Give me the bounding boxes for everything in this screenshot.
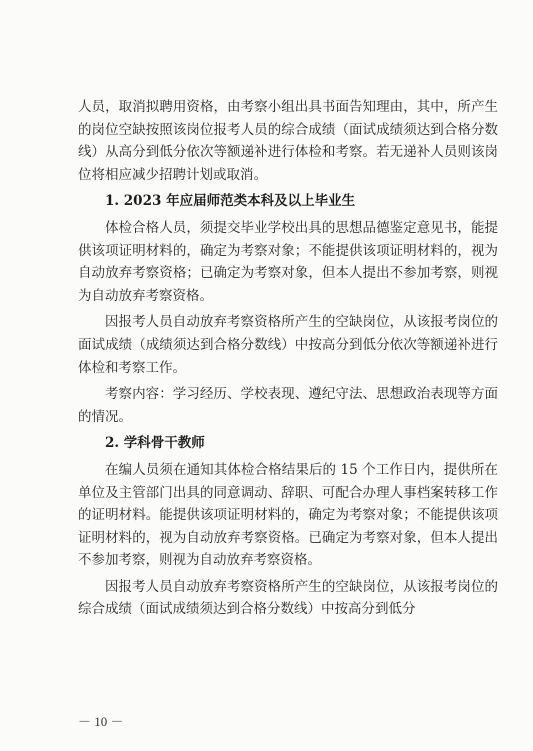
paragraph-inspection-content: 考察内容：学习经历、学校表现、遵纪守法、思想政治表现等方面的情况。 — [78, 386, 498, 425]
section-heading-1: 1. 2023 年应届师范类本科及以上毕业生 — [105, 193, 356, 210]
page-number: － 10 － — [78, 714, 124, 729]
paragraph-staff-requirement: 在编人员须在通知其体检合格结果后的 15 个工作日内，提供所在单位及主管部门出具的同意调动、辞职、可配合办理人事档案转移工作的证明材料。能提供该项证明材料的，确定为考察对象；不能提供该项证明材料的，视为自动放弃考察资格。已确定为考察对象，但本人提出不参加考察，则视为自动放弃考察资格。 — [78, 461, 498, 569]
paragraph-vacancy-replacement: 因报考人员自动放弃考察资格所产生的空缺岗位，从该报考岗位的面试成绩（成绩须达到合格分数线）中按高分到低分依次等额递补进行体检和考察工作。 — [78, 314, 498, 376]
paragraph-continuation: 人员，取消拟聘用资格，由考察小组出具书面告知理由，其中，所产生的岗位空缺按照该岗位报考人员的综合成绩（面试成绩须达到合格分数线）从高分到低分依次等额递补进行体检和考察。若无递补人员则该岗位将相应减少招聘计划或取消。 — [78, 99, 498, 183]
paragraph-exam-requirement: 体检合格人员，须提交毕业学校出具的思想品德鉴定意见书，能提供该项证明材料的，确定为考察对象；不能提供该项证明材料的，视为自动放弃考察资格；已确定为考察对象，但本人提出不参加考察，则视为自动放弃考察资格。 — [78, 219, 498, 304]
paragraph-vacancy-replacement-2: 因报考人员自动放弃考察资格所产生的空缺岗位，从该报考岗位的综合成绩（面试成绩须达到合格分数线）中按高分到低分 — [78, 578, 498, 618]
document-body — [78, 96, 498, 621]
section-heading-2: 2. 学科骨干教师 — [105, 435, 205, 452]
